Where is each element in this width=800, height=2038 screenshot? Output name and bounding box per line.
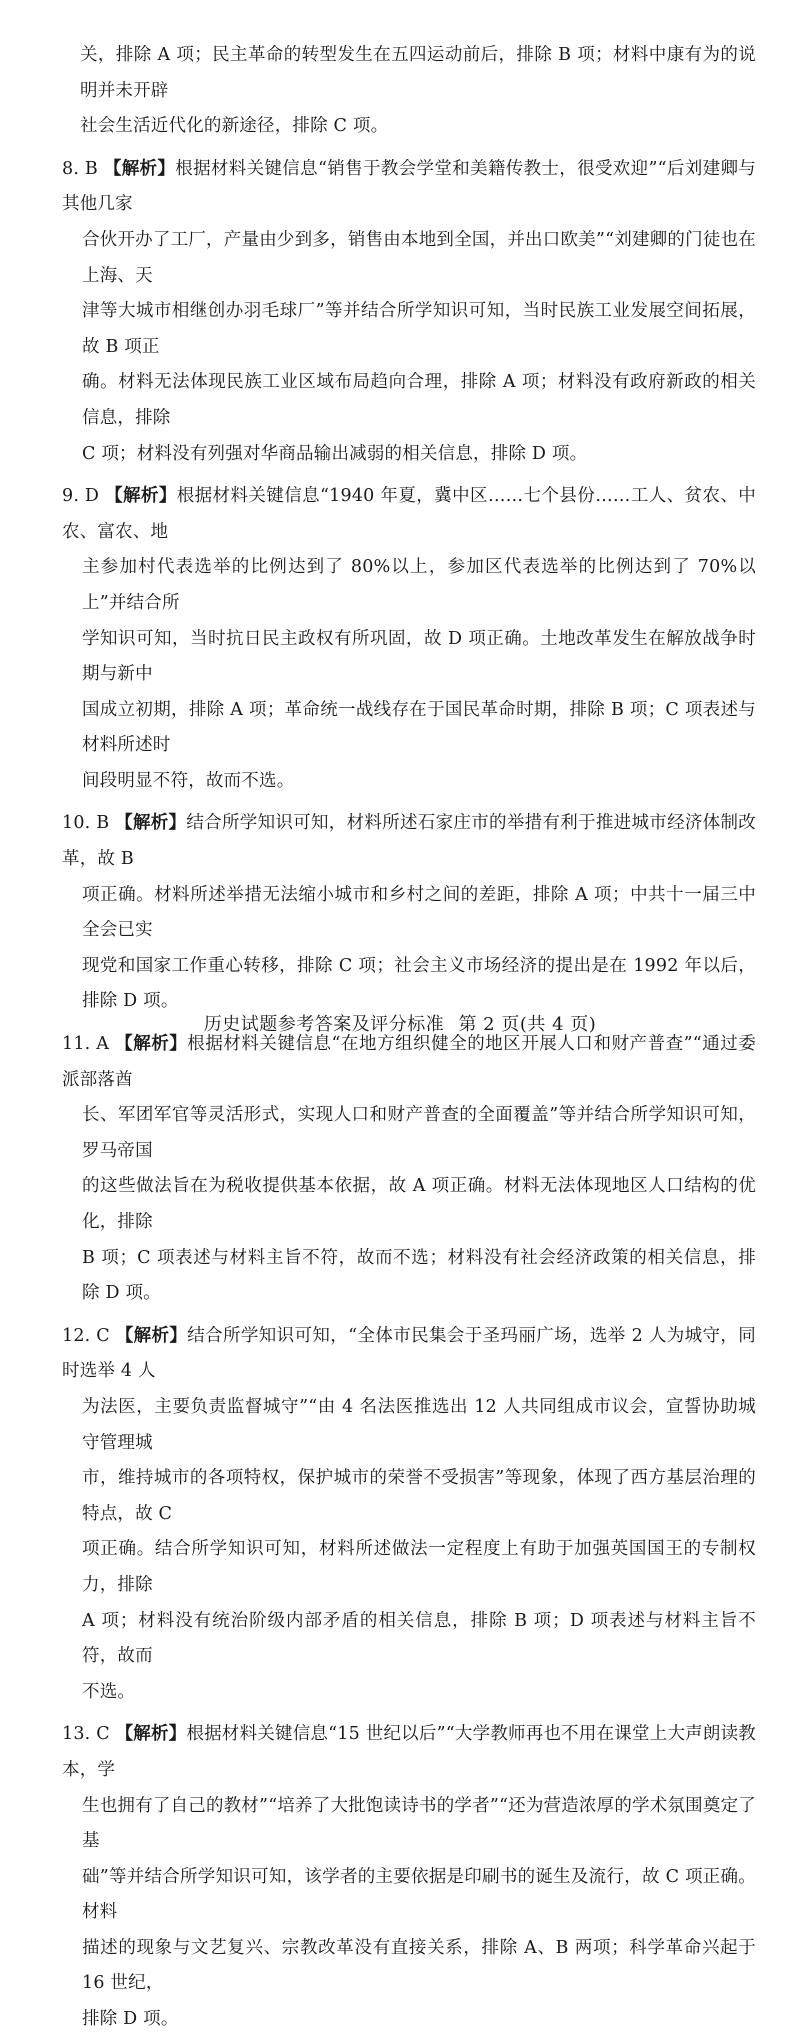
answer-first-line [62, 479, 756, 550]
answer-line: 描述的现象与文艺复兴、宗教改革没有直接关系，排除 A、B 两项；科学革命兴起于 16 世纪， [82, 1937, 756, 1994]
answer-line: 间段明显不符，故而不选。 [82, 770, 295, 791]
answer-line: 生也拥有了自己的教材”“培养了大批饱读诗书的学者”“还为营造浓厚的学术氛围奠定了基 [82, 1795, 756, 1852]
answer-line: 结合所学知识可知，“全体市民集会于圣玛丽广场，选举 2 人为城守，同时选举 4 人 [62, 1325, 756, 1382]
answer-line: 项正确。材料所述举措无法缩小城市和乡村之间的差距，排除 A 项；中共十一届三中全会已实 [82, 884, 756, 941]
answer-item-8 [62, 152, 756, 472]
page-footer [0, 1010, 800, 1036]
answer-first-line [62, 806, 756, 877]
analysis-tag: 【解析】 [115, 1034, 188, 1055]
answer-line: 项正确。结合所学知识可知，材料所述做法一定程度上有助于加强英国国王的专制权力，排除 [82, 1539, 756, 1595]
answer-line: 的这些做法旨在为税收提供基本依据，故 A 项正确。材料无法体现地区人口结构的优化，排除 [82, 1176, 756, 1232]
answer-line: 根据材料关键信息“15 世纪以后”“大学教师再也不用在课堂上大声朗读教本，学 [62, 1724, 756, 1780]
answer-item-9 [62, 479, 756, 799]
answer-line: 市，维持城市的各项特权，保护城市的荣誉不受损害”等现象，体现了西方基层治理的特点，故 C [82, 1468, 756, 1524]
analysis-tag: 【解析】 [115, 1724, 187, 1745]
answer-number: 10. B [62, 813, 110, 834]
answer-line: 为法医，主要负责监督城守”“由 4 名法医推选出 12 人共同组成市议会，宣誓协助城守管理城 [82, 1396, 756, 1453]
answer-number: 11. A [62, 1034, 110, 1055]
footer-title: 历史试题参考答案及评分标准 [203, 1014, 445, 1035]
answer-first-line [62, 1027, 756, 1098]
answer-first-line [62, 1717, 756, 1788]
answer-line: 长、军团军官等灵活形式，实现人口和财产普查的全面覆盖”等并结合所学知识可知，罗马帝国 [82, 1105, 756, 1161]
answer-item-13 [62, 1717, 756, 2037]
analysis-tag: 【解析】 [103, 158, 176, 179]
answer-line: 根据材料关键信息“在地方组织健全的地区开展人口和财产普查”“通过委派部落酋 [62, 1034, 757, 1090]
answer-line: 国成立初期，排除 A 项；革命统一战线存在于国民革命时期，排除 B 项；C 项表述与材料所述时 [82, 699, 756, 756]
answer-text [62, 38, 756, 2038]
analysis-tag: 【解析】 [105, 486, 177, 507]
answer-number: 13. C [62, 1724, 110, 1745]
answer-item-11 [62, 1027, 756, 1312]
answer-item-10 [62, 806, 756, 1020]
answer-line: C 项；材料没有列强对华商品输出减弱的相关信息，排除 D 项。 [82, 443, 588, 464]
answer-line: 现党和国家工作重心转移，排除 C 项；社会主义市场经济的提出是在 1992 年以后，排除 D 项。 [82, 955, 756, 1012]
continuation-line: 社会生活近代化的新途径，排除 C 项。 [80, 116, 389, 137]
answer-line: 根据材料关键信息“销售于教会学堂和美籍传教士，很受欢迎”“后刘建卿与其他几家 [62, 158, 757, 215]
answer-line: 确。材料无法体现民族工业区域布局趋向合理，排除 A 项；材料没有政府新政的相关信息，排除 [82, 372, 756, 428]
answer-first-line [62, 152, 756, 223]
answer-line: 合伙开办了工厂，产量由少到多，销售由本地到全国，并出口欧美”“刘建卿的门徒也在上海、天 [82, 229, 756, 286]
continuation-line: 关，排除 A 项；民主革命的转型发生在五四运动前后，排除 B 项；材料中康有为的说明并未开辟 [80, 45, 756, 101]
answer-line: 不选。 [82, 1681, 136, 1702]
answer-line: 主参加村代表选举的比例达到了 80%以上，参加区代表选举的比例达到了 70%以上”并结合所 [82, 557, 756, 613]
answer-line: A 项；材料没有统治阶级内部矛盾的相关信息，排除 B 项；D 项表述与材料主旨不符，故而 [82, 1610, 756, 1667]
analysis-tag: 【解析】 [115, 813, 187, 834]
answer-line: 学知识可知，当时抗日民主政权有所巩固，故 D 项正确。土地改革发生在解放战争时期与新中 [82, 628, 756, 685]
answer-line: 根据材料关键信息“1940 年夏，冀中区……七个县份……工人、贫农、中农、富农、地 [62, 486, 756, 542]
answer-line: 津等大城市相继创办羽毛球厂”等并结合所学知识可知，当时民族工业发展空间拓展，故 B 项正 [82, 301, 756, 357]
analysis-tag: 【解析】 [115, 1325, 188, 1346]
answer-first-line [62, 1319, 756, 1390]
answer-line: 结合所学知识可知，材料所述石家庄市的举措有利于推进城市经济体制改革，故 B [62, 813, 756, 870]
continuation-paragraph [62, 38, 756, 145]
answer-number: 9. D [62, 486, 100, 507]
answer-number: 12. C [62, 1325, 110, 1346]
answer-line: 础”等并结合所学知识可知，该学者的主要依据是印刷书的诞生及流行，故 C 项正确。材料 [82, 1866, 756, 1923]
answer-item-12 [62, 1319, 756, 1711]
answer-line: B 项；C 项表述与材料主旨不符，故而不选；材料没有社会经济政策的相关信息，排除 D 项。 [82, 1247, 756, 1304]
answer-number: 8. B [62, 158, 98, 179]
answer-line: 排除 D 项。 [82, 2009, 179, 2030]
footer-page-number: 第 2 页(共 4 页) [458, 1014, 597, 1035]
